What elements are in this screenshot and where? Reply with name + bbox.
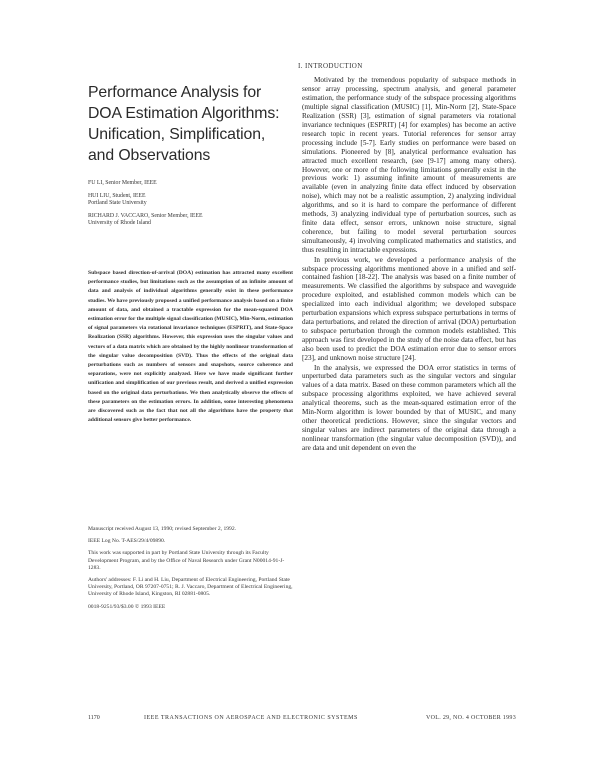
- paragraph: In the analysis, we expressed the DOA error statistics in terms of unperturbed data parameters such as the singular vectors and singular values of a data matrix. Based on these common parameters which all the subspace processing algorithms exploited, we have achieved several analytical theorems, such as the mean-squared estimation error of the Min-Norm algorithm is lower bounded by that of MUSIC, and many other theoretical predictions. However, since the singular vectors and singular values are indirect parameters of the original data through a nonlinear transformation (the singular value decomposition (SVD)), and are data and unit dependent on even the: [302, 363, 516, 453]
- author-role: Senior Member, IEEE: [105, 180, 157, 186]
- author-role: Senior Member, IEEE: [151, 213, 203, 219]
- author-affiliation: University of Rhode Island: [88, 220, 151, 226]
- author-1: FU LI, Senior Member, IEEE: [88, 180, 157, 186]
- author-name: HUI LIU: [88, 193, 110, 199]
- title-block: [88, 82, 293, 227]
- author-affiliation: Portland State University: [88, 200, 147, 206]
- abstract: Subspace based direction-of-arrival (DOA) estimation has attracted many excellent performance studies, but limitations such as the assumption of an infinite amount of data and analysis of individual algorithms generally exist in these performance studies. We have previously proposed a unified performance analysis based on a finite amount of data, and obtained a tractable expression for the mean-squared DOA estimation error for the multiple signal classification (MUSIC), Min-Norm, estimation of signal parameters via rotational invariance techniques (ESPRIT), and State-Space Realization (SSR) algorithms. However, this expression uses the singular values and vectors of a data matrix which are obtained by the highly nonlinear transformation of the singular value decomposition (SVD). Thus the effects of the original data perturbations such as numbers of sensors and snapshots, source coherence and separations, were not explicitly analyzed. Here we have made significant further unification and simplification of our previous result, and derived a unified expression based on the original data perturbations. We then analytically observe the effects of these parameters on the estimation errors. In addition, some interesting phenomena are discovered such as the fact that not all the algorithms have the property that additional sensors give better performance.: [88, 270, 293, 424]
- paper-title: Performance Analysis for DOA Estimation Algorithms: Unification, Simplification, and Observations: [88, 84, 280, 164]
- page-footer: [88, 715, 516, 725]
- note-addresses: Authors' addresses: F. Li and H. Liu, Department of Electrical Engineering, Portland State University, Portland, OR 97207-0751; R. J. Vaccaro, Department of Electrical Engineering, University of Rhode Island, Kingston, RI 02881-0805.: [88, 577, 293, 598]
- note-received: Manuscript received August 13, 1990; revised September 2, 1992.: [88, 526, 237, 532]
- note-log: IEEE Log No. T-AES/29/4/09890.: [88, 538, 166, 545]
- paragraph: Motivated by the tremendous popularity of subspace methods in sensor array processing, spectrum analysis, and general parameter estimation, the performance study of the subspace processing algorithms (multiple signal classification (MUSIC) [1], Min-Norm [2], State-Space Realization (SSR) [3], estimation of signal parameters via rotational invariance techniques (ESPRIT) [4] for examples) has become an active research topic in recent years. Tutorial references for sensor array processing include [5-7]. Early studies on performance were based on simulations. Pioneered by [8], analytical performance evaluation has attracted much excellent research, (see [9-17] among many others). However, one or more of the following limitations generally exist in the previous work: 1) assuming infinite amount of measurements are available (even in analyzing finite data effect induced by observation noise), which may not be a realistic assumption, 2) analyzing individual algorithms, and so it is hard to compare the performance of different methods, 3) analyzing individual type of perturbation sources, such as finite data effect, sensor errors, unknown noise structure, signal coherence, but failing to model several perturbation sources simultaneously, 4) involving complicated mathematics and statistics, and thus resulting in intractable expressions.: [302, 76, 516, 255]
- author-name: RICHARD J. VACCARO: [88, 213, 149, 219]
- introduction-section: [298, 62, 516, 453]
- journal-name: IEEE TRANSACTIONS ON AEROSPACE AND ELECTRONIC SYSTEMS: [144, 715, 358, 721]
- author-name: FU LI: [88, 180, 103, 186]
- author-role: Student, IEEE: [112, 193, 146, 199]
- note-copyright: 0018-9251/93/$3.00 © 1993 IEEE: [88, 603, 166, 610]
- note-support: This work was supported in part by Portland State University through its Faculty Development Program, and by the Office of Naval Research under Grant N00014-91-J-1283.: [88, 550, 285, 571]
- author-2: HUI LIU, Student, IEEE Portland State University: [88, 193, 147, 206]
- author-3: RICHARD J. VACCARO, Senior Member, IEEE University of Rhode Island: [88, 213, 203, 226]
- paragraph: In previous work, we developed a performance analysis of the subspace processing algorithms mentioned above in a unified and self-contained fashion [18-22]. The analysis was based on a finite number of measurements. We classified the algorithms by subspace and waveguide procedure exploited, and established common models which can be specialized into each individual algorithm; we developed subspace perturbation expansions which express subspace perturbations in terms of data perturbations, and related the direction of arrival (DOA) perturbation to subspace perturbation through the common models established. This approach was first developed in the study of the noise data effect, but has also been used to predict the DOA estimation error due to sensor errors [23], and unknown noise structure [24].: [302, 255, 516, 363]
- section-heading: I. INTRODUCTION: [298, 62, 363, 70]
- page-number: 1170: [88, 715, 100, 721]
- manuscript-notes: [88, 526, 293, 616]
- issue-info: VOL. 29, NO. 4 OCTOBER 1993: [426, 715, 516, 721]
